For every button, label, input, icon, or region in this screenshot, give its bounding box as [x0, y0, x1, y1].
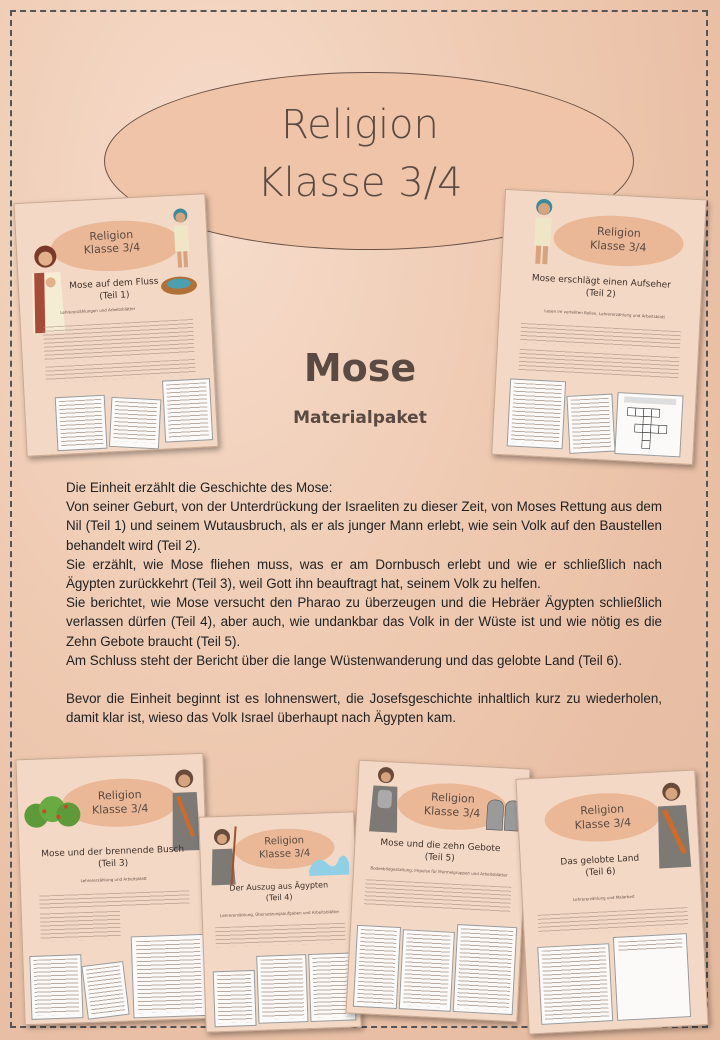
card-heading: Das gelobte Land [560, 853, 640, 868]
coloring-page-preview [613, 933, 691, 1021]
worksheet-preview [55, 395, 108, 452]
card-heading: Mose und die zehn Gebote [380, 837, 501, 855]
page-title-line2: Klasse 3/4 [257, 160, 463, 206]
card-note: Lesen im verteilten Rollen, Lehrererzählung und Arbeitsblatt [544, 308, 666, 320]
worksheet-preview [537, 943, 613, 1025]
card-body-text [40, 911, 121, 942]
card-body-text [43, 319, 195, 363]
worksheet-preview [453, 924, 518, 1015]
worksheet-preview [256, 954, 308, 1024]
card-heading: Mose erschlägt einen Aufseher [531, 273, 672, 291]
card-heading: Mose auf dem Fluss [69, 276, 159, 292]
card-note: Lehrererzählung und Arbeitsblatt [80, 875, 147, 884]
wave-icon [307, 848, 352, 878]
worksheet-preview [162, 378, 213, 442]
card-label: Klasse 3/4 [91, 801, 149, 817]
thumbnail-card-part4 [198, 811, 361, 1032]
card-label: Religion [89, 227, 134, 244]
moses-young-figure [524, 195, 562, 267]
card-heading: (Teil 4) [265, 892, 293, 903]
moses-tablets-figure [366, 763, 404, 835]
thumbnail-card-part5 [345, 760, 530, 1023]
thumbnail-card-part2 [491, 189, 707, 465]
card-label: Klasse 3/4 [83, 240, 141, 257]
card-label: Klasse 3/4 [574, 815, 632, 832]
card-heading: (Teil 3) [97, 858, 129, 870]
card-heading: Mose und der brennende Busch [41, 844, 185, 860]
main-title: Mose [303, 346, 417, 390]
card-body-text [538, 907, 689, 935]
card-label: Religion [264, 835, 305, 848]
card-label: Religion [97, 787, 142, 803]
thumbnail-card-part3 [15, 753, 212, 1025]
worksheet-preview [81, 961, 129, 1020]
card-body-text [520, 323, 681, 351]
card-heading: (Teil 1) [99, 290, 130, 302]
card-body-text [39, 890, 189, 909]
description-paragraph: Von seiner Geburt, von der Unterdrückung der Israeliten zu dieser Zeit, von Moses Rettung aus dem Nil (Teil 1) und seinem Wutausbruch, als er als junger Mann erlebt, wie sein Volk auf den Baustellen behandelt wird (Teil 2). [66, 499, 662, 553]
card-heading: (Teil 5) [424, 852, 456, 864]
worksheet-preview [399, 929, 455, 1012]
worksheet-preview [507, 378, 566, 449]
crossword-preview [614, 392, 683, 457]
card-heading: (Teil 2) [585, 288, 617, 300]
description-paragraph: Die Einheit erzählt die Geschichte des Mose: [66, 480, 333, 495]
moses-staff-figure [204, 824, 246, 887]
description-paragraph: Sie erzählt, wie Mose fliehen muss, was er am Dornbusch erlebt und wie er schließlich nach Ägypten zurückkehrt (Teil 3), weil Gott ihn beauftragt hat, seinem Volk zu helfen. [66, 556, 662, 592]
card-note: Lehrererzählung, Übersetzungsaufgaben und Arbeitsblätter [220, 908, 340, 919]
card-label: Klasse 3/4 [589, 238, 647, 255]
description-text [66, 478, 662, 727]
card-label: Religion [579, 802, 625, 818]
worksheet-preview [213, 970, 257, 1027]
card-label: Klasse 3/4 [423, 804, 481, 821]
card-label: Religion [430, 790, 476, 806]
worksheet-preview [29, 954, 83, 1020]
card-note: Lehrererzählung und Malarbeit [572, 893, 635, 903]
description-paragraph: Sie berichtet, wie Mose versucht den Pharao zu überzeugen und die Hebräer Ägypten schließlich verlassen dürfen (Teil 4), aber auch, wie undankbar das Volk in der Wüste ist und wie nötig es die Zehn Gebote braucht (Teil 5). [66, 595, 662, 649]
card-heading: Der Auszug aus Ägypten [229, 880, 329, 893]
card-note: Lehrererzählungen und Arbeitsblätter [60, 305, 136, 315]
egyptian-guard-figure [165, 205, 198, 270]
card-body-text [364, 879, 511, 913]
worksheet-preview [566, 394, 615, 454]
card-body-text [519, 349, 680, 379]
card-heading: (Teil 6) [585, 866, 616, 879]
thumbnail-card-part1 [13, 193, 218, 457]
main-subtitle: Materialpaket [293, 408, 427, 428]
worksheet-preview [109, 397, 162, 450]
burning-bush-icon [22, 794, 83, 834]
thumbnail-card-part6 [515, 769, 708, 1034]
page-title-line1: Religion [281, 102, 439, 148]
description-paragraph: Bevor die Einheit beginnt ist es lohnenswert, die Josefsgeschichte inhaltlich kurz zu wiederholen, damit klar ist, wieso das Volk Israel überhaupt nach Ägypten kam. [66, 691, 662, 726]
worksheet-preview [353, 925, 401, 1009]
card-body-text [215, 923, 346, 948]
word-search-preview [131, 934, 208, 1019]
card-label: Religion [596, 224, 642, 241]
card-label: Klasse 3/4 [258, 847, 311, 861]
card-note: Bodenbildgestaltung, Impulse für Murmelgruppen und Arbeitsblätter [370, 865, 508, 878]
description-paragraph: Am Schluss steht der Bericht über die lange Wüstenwanderung und das gelobte Land (Teil 6). [66, 652, 623, 668]
